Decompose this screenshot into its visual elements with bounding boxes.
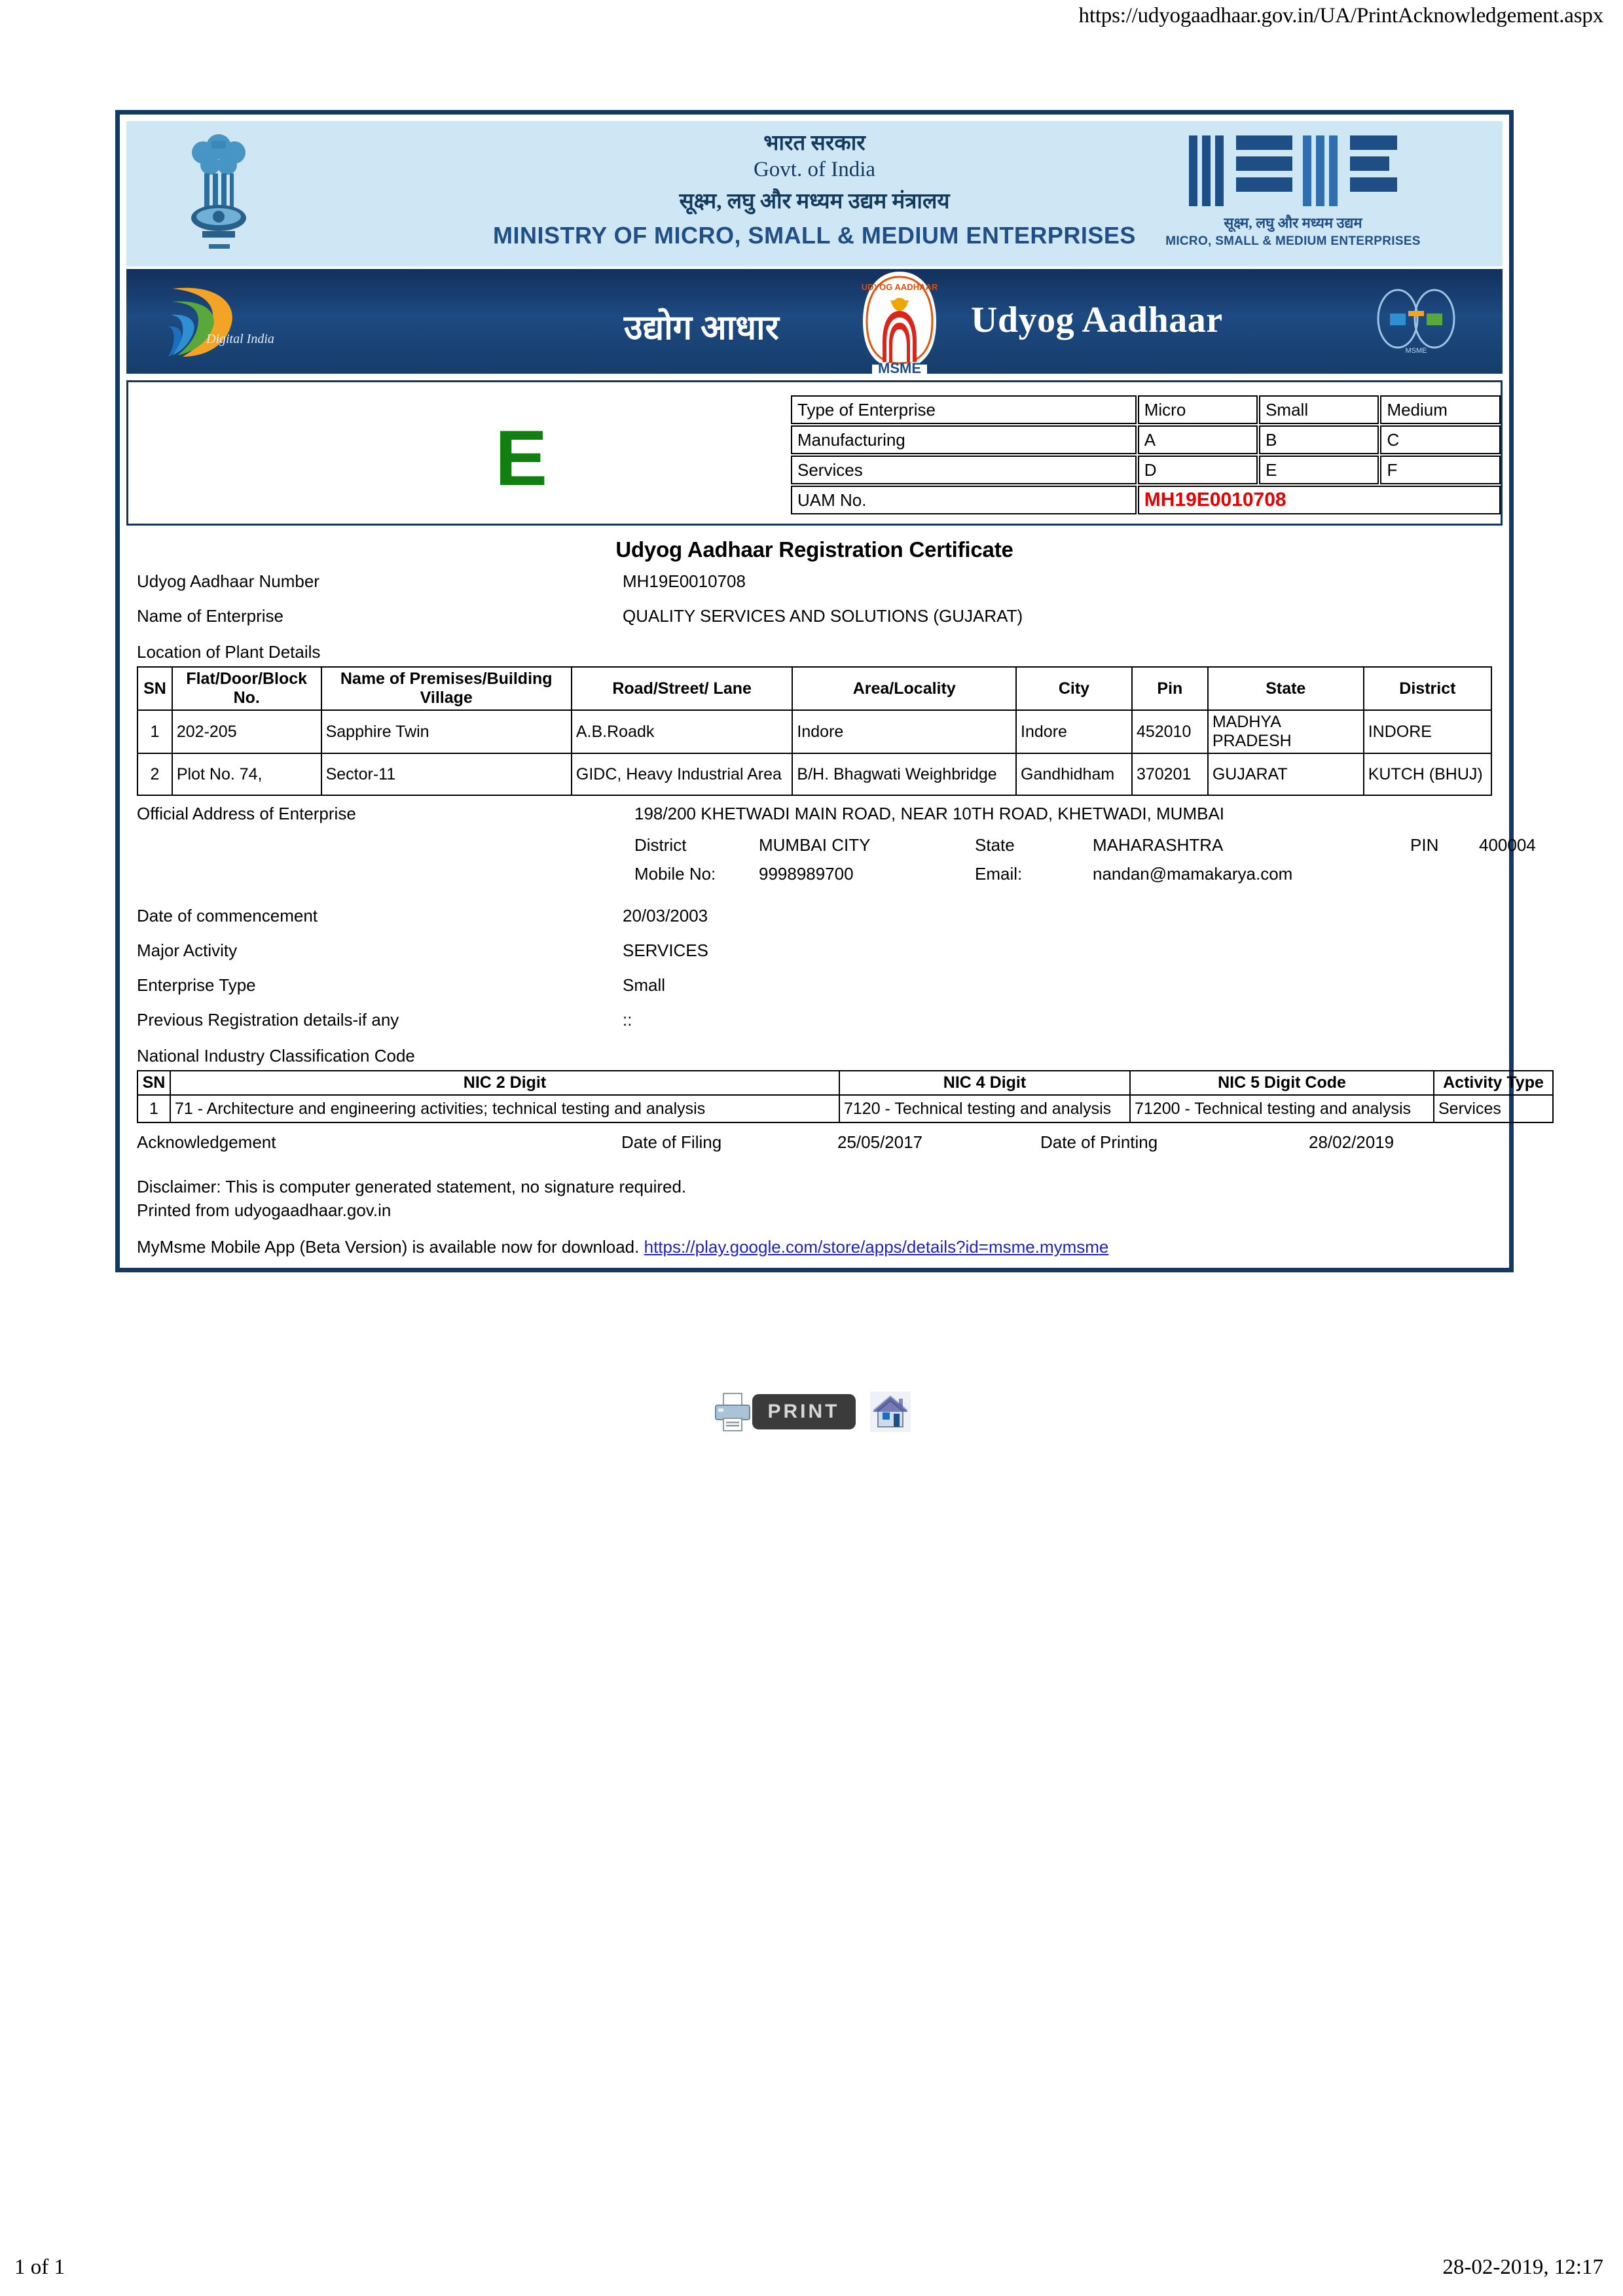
udyog-aadhaar-number-row (137, 571, 1492, 606)
services-medium-code: F (1380, 456, 1501, 484)
manufacturing-small-code: B (1259, 425, 1379, 454)
major-activity-label: Major Activity (137, 941, 238, 960)
official-address-label: Official Address of Enterprise (137, 804, 356, 823)
nic-5-digit: 71200 - Technical testing and analysis (1130, 1095, 1434, 1122)
acknowledgement-label: Acknowledgement (137, 1132, 276, 1152)
official-address-line: 198/200 KHETWADI MAIN ROAD, NEAR 10TH ROAD, KHETWADI, MUMBAI (634, 804, 1225, 823)
disclaimer-line-2: Printed from udyogaadhaar.gov.in (137, 1200, 392, 1220)
services-label: Services (791, 456, 1137, 484)
col-header-road: Road/Street/ Lane (572, 667, 793, 710)
email-value: nandan@mamakarya.com (1093, 864, 1293, 884)
date-of-printing-value: 28/02/2019 (1309, 1132, 1395, 1152)
previous-registration-value: :: (623, 1010, 632, 1030)
svg-text:MSME: MSME (1405, 347, 1427, 355)
enterprise-type-table (790, 394, 1502, 516)
date-of-commencement-label: Date of commencement (137, 906, 318, 925)
msme-logo-block (1162, 133, 1424, 249)
nic-section-label: National Industry Classification Code (137, 1046, 415, 1066)
nic-activity-type: Services (1434, 1095, 1553, 1122)
plant-district: INDORE (1364, 710, 1491, 753)
nic-sn: 1 (137, 1095, 170, 1122)
pin-label: PIN (1410, 835, 1439, 855)
nic-code-table (137, 1070, 1554, 1123)
location-of-plant-label: Location of Plant Details (137, 642, 321, 662)
address-row-district (634, 835, 1536, 864)
state-value: MAHARASHTRA (1093, 835, 1224, 855)
udyog-aadhaar-banner (126, 269, 1503, 374)
mobile-label: Mobile No: (634, 864, 716, 884)
official-address-block (137, 801, 1536, 906)
plant-city: Gandhidham (1016, 753, 1132, 795)
col-header-nic-5: NIC 5 Digit Code (1130, 1071, 1434, 1095)
date-of-commencement-value: 20/03/2003 (623, 906, 708, 925)
state-label: State (975, 835, 1015, 855)
name-of-enterprise-label: Name of Enterprise (137, 606, 283, 626)
major-activity-row (137, 941, 1492, 975)
udyog-aadhaar-number-label: Udyog Aadhaar Number (137, 571, 319, 591)
plant-premises: Sector-11 (321, 753, 572, 795)
mobile-value: 9998989700 (759, 864, 854, 884)
ministry-header-band (126, 121, 1503, 266)
acknowledgement-row (137, 1132, 1492, 1169)
udyog-aadhaar-number-value: MH19E0010708 (623, 571, 746, 591)
date-of-filing-label: Date of Filing (621, 1132, 722, 1152)
enterprise-type-row (137, 975, 1492, 1010)
banner-title-english: Udyog Aadhaar (971, 300, 1223, 340)
plant-road: A.B.Roadk (572, 710, 793, 753)
plant-sn: 1 (137, 710, 172, 753)
page-footer (0, 2255, 1623, 2282)
msme-logo-hindi-label: सूक्ष्म, लघु और मध्यम उद्यम (1224, 215, 1362, 231)
ministry-hindi-label: सूक्ष्म, लघु और मध्यम उद्यम मंत्रालय (679, 189, 950, 213)
svg-text:MSME: MSME (878, 360, 921, 374)
col-header-nic-4: NIC 4 Digit (839, 1071, 1130, 1095)
nic-2-digit: 71 - Architecture and engineering activities; technical testing and analysis (170, 1095, 839, 1122)
mymsme-download-link[interactable]: https://play.google.com/store/apps/details?id=msme.mymsme (644, 1236, 1109, 1257)
disclaimer-block (137, 1175, 1492, 1223)
col-header-sn: SN (137, 667, 172, 710)
certificate-frame (115, 110, 1544, 1272)
name-of-enterprise-value: QUALITY SERVICES AND SOLUTIONS (GUJARAT) (623, 606, 1023, 626)
col-header-nic-2: NIC 2 Digit (170, 1071, 839, 1095)
msme-logo-english-label: MICRO, SMALL & MEDIUM ENTERPRISES (1165, 234, 1421, 248)
plant-road: GIDC, Heavy Industrial Area (572, 753, 793, 795)
printer-icon[interactable] (713, 1391, 752, 1432)
table-row (791, 456, 1501, 484)
type-of-enterprise-label: Type of Enterprise (791, 395, 1137, 424)
svg-text:UDYOG AADHAAR: UDYOG AADHAAR (861, 282, 938, 292)
plant-area: B/H. Bhagwati Weighbridge (792, 753, 1016, 795)
table-header-row (137, 1071, 1553, 1095)
col-header-district: District (1364, 667, 1491, 710)
print-timestamp: 28-02-2019, 12:17 (1442, 2255, 1603, 2279)
manufacturing-label: Manufacturing (791, 425, 1137, 454)
enterprise-type-strip (126, 380, 1503, 526)
major-activity-value: SERVICES (623, 941, 709, 960)
services-micro-code: D (1138, 456, 1258, 484)
previous-registration-label: Previous Registration details-if any (137, 1010, 399, 1030)
district-value: MUMBAI CITY (759, 835, 871, 855)
plant-pin: 452010 (1132, 710, 1208, 753)
table-row (137, 1095, 1553, 1122)
col-header-premises: Name of Premises/Building Village (321, 667, 572, 710)
official-address-fields (634, 835, 1536, 893)
manufacturing-medium-code: C (1380, 425, 1501, 454)
col-header-nic-sn: SN (137, 1071, 170, 1095)
plant-location-table (137, 666, 1492, 796)
medium-header: Medium (1380, 395, 1501, 424)
disclaimer-line-1: Disclaimer: This is computer generated statement, no signature required. (137, 1177, 687, 1196)
email-label: Email: (975, 864, 1023, 884)
services-small-code: E (1259, 456, 1379, 484)
table-row (791, 486, 1501, 514)
plant-state: MADHYA PRADESH (1208, 710, 1364, 753)
plant-district: KUTCH (BHUJ) (1364, 753, 1491, 795)
ministry-seal-icon (1364, 285, 1468, 358)
plant-pin: 370201 (1132, 753, 1208, 795)
col-header-activity: Activity Type (1434, 1071, 1553, 1095)
enterprise-type-label: Enterprise Type (137, 975, 256, 995)
table-row (791, 395, 1501, 424)
govt-english-label: Govt. of India (753, 158, 876, 182)
date-of-filing-value: 25/05/2017 (837, 1132, 923, 1152)
col-header-state: State (1208, 667, 1364, 710)
plant-city: Indore (1016, 710, 1132, 753)
govt-hindi-label: भारत सरकार (763, 132, 866, 155)
manufacturing-micro-code: A (1138, 425, 1258, 454)
table-row (137, 753, 1491, 795)
grade-letter: E (495, 414, 548, 502)
district-label: District (634, 835, 687, 855)
col-header-city: City (1016, 667, 1132, 710)
mymsme-promo (137, 1237, 1492, 1257)
plant-flat: 202-205 (172, 710, 321, 753)
msme-logo-icon (1185, 133, 1401, 209)
col-header-pin: Pin (1132, 667, 1208, 710)
enterprise-type-value: Small (623, 975, 666, 995)
table-row (791, 425, 1501, 454)
plant-premises: Sapphire Twin (321, 710, 572, 753)
address-row-contact (634, 864, 1472, 893)
uam-no-value: MH19E0010708 (1138, 486, 1501, 514)
page-indicator: 1 of 1 (14, 2255, 65, 2279)
udyog-aadhaar-seal-icon (850, 270, 949, 374)
uam-no-label: UAM No. (791, 486, 1137, 514)
plant-sn: 2 (137, 753, 172, 795)
name-of-enterprise-row (137, 606, 1492, 641)
table-header-row (137, 667, 1491, 710)
print-controls-group (713, 1391, 911, 1432)
col-header-flat: Flat/Door/Block No. (172, 667, 321, 710)
pin-value: 400004 (1479, 835, 1536, 855)
plant-area: Indore (792, 710, 1016, 753)
print-button[interactable]: PRINT (752, 1394, 856, 1429)
table-row (137, 710, 1491, 753)
nic-4-digit: 7120 - Technical testing and analysis (839, 1095, 1130, 1122)
digital-india-label: Digital India (206, 332, 274, 346)
col-header-area: Area/Locality (792, 667, 1016, 710)
micro-header: Micro (1138, 395, 1258, 424)
page-title: Udyog Aadhaar Registration Certificate (615, 537, 1013, 562)
digital-india-icon (146, 279, 270, 363)
certificate-body (126, 526, 1544, 1261)
print-header-url: https://udyogaadhaar.gov.in/UA/PrintAcknowledgement.aspx (1078, 4, 1603, 27)
plant-flat: Plot No. 74, (172, 753, 321, 795)
mymsme-text: MyMsme Mobile App (Beta Version) is available now for download. (137, 1236, 640, 1257)
small-header: Small (1259, 395, 1379, 424)
previous-registration-row (137, 1010, 1492, 1045)
ministry-english-label: MINISTRY OF MICRO, SMALL & MEDIUM ENTERPRISES (493, 221, 1136, 249)
home-icon[interactable] (870, 1391, 911, 1432)
print-bar (0, 1391, 1623, 1435)
date-of-commencement-row (137, 906, 1492, 941)
date-of-printing-label: Date of Printing (1040, 1132, 1158, 1152)
banner-title-hindi: उद्योग आधार (624, 310, 779, 347)
plant-state: GUJARAT (1208, 753, 1364, 795)
